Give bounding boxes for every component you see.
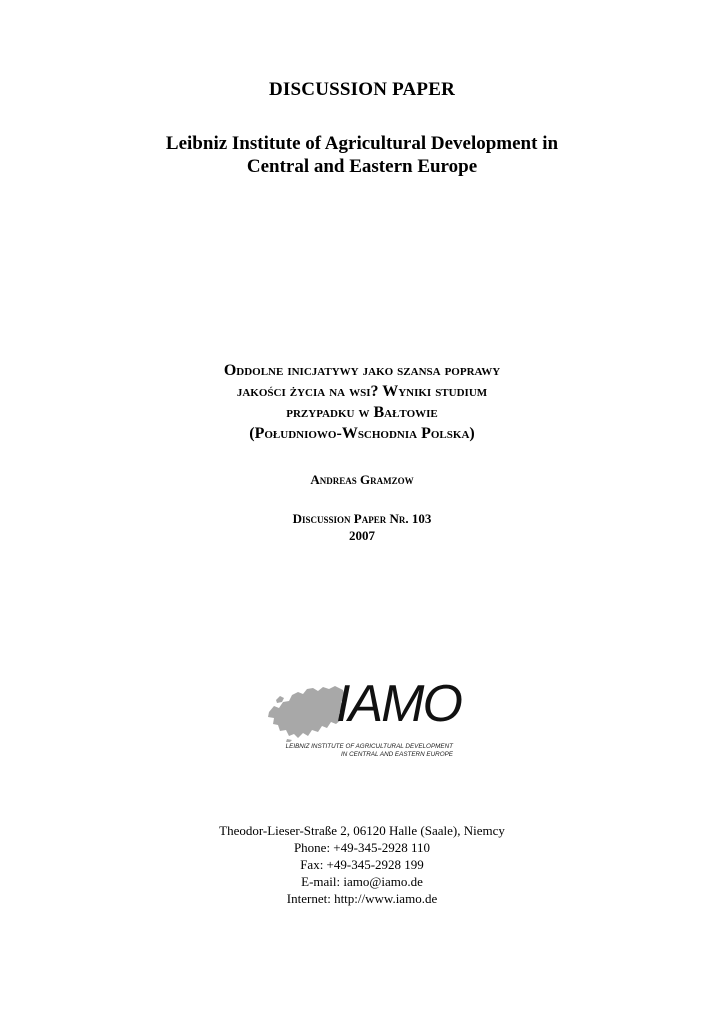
- institute-name: [0, 132, 724, 178]
- contact-email: E-mail: iamo@iamo.de: [301, 874, 423, 889]
- iamo-tagline-line: IN CENTRAL AND EASTERN EUROPE: [341, 751, 453, 758]
- iamo-wordmark: IAMO: [336, 675, 461, 733]
- contact-fax: Fax: +49-345-2928 199: [300, 857, 424, 872]
- paper-title-line: przypadku w Bałtowie: [286, 404, 438, 421]
- document-type-heading: DISCUSSION PAPER: [268, 79, 456, 100]
- paper-title: [0, 360, 724, 444]
- contact-internet: Internet: http://www.iamo.de: [286, 891, 438, 906]
- institute-name-line: Leibniz Institute of Agricultural Development in: [165, 133, 559, 154]
- iamo-tagline-line: LEIBNIZ INSTITUTE OF AGRICULTURAL DEVELOPMENT: [285, 743, 453, 750]
- contact-address: Theodor-Lieser-Straße 2, 06120 Halle (Saale), Niemcy: [219, 823, 505, 838]
- iamo-tagline: [277, 743, 453, 759]
- europe-map-shape: [268, 686, 345, 742]
- europe-map-icon: [265, 682, 347, 742]
- institute-name-line: Central and Eastern Europe: [246, 156, 478, 177]
- iamo-logo: [265, 675, 465, 765]
- paper-title-line: Oddolne inicjatywy jako szansa poprawy: [223, 362, 501, 379]
- contact-phone: Phone: +49-345-2928 110: [293, 840, 431, 855]
- author-name: Andreas Gramzow: [310, 472, 414, 487]
- series-info: [0, 510, 724, 544]
- publication-year: 2007: [349, 528, 375, 543]
- series-number: Discussion Paper Nr. 103: [292, 511, 432, 526]
- contact-block: [0, 822, 724, 907]
- paper-title-line: jakości życia na wsi? Wyniki studium: [236, 383, 488, 400]
- paper-title-line: (Południowo-Wschodnia Polska): [249, 425, 475, 442]
